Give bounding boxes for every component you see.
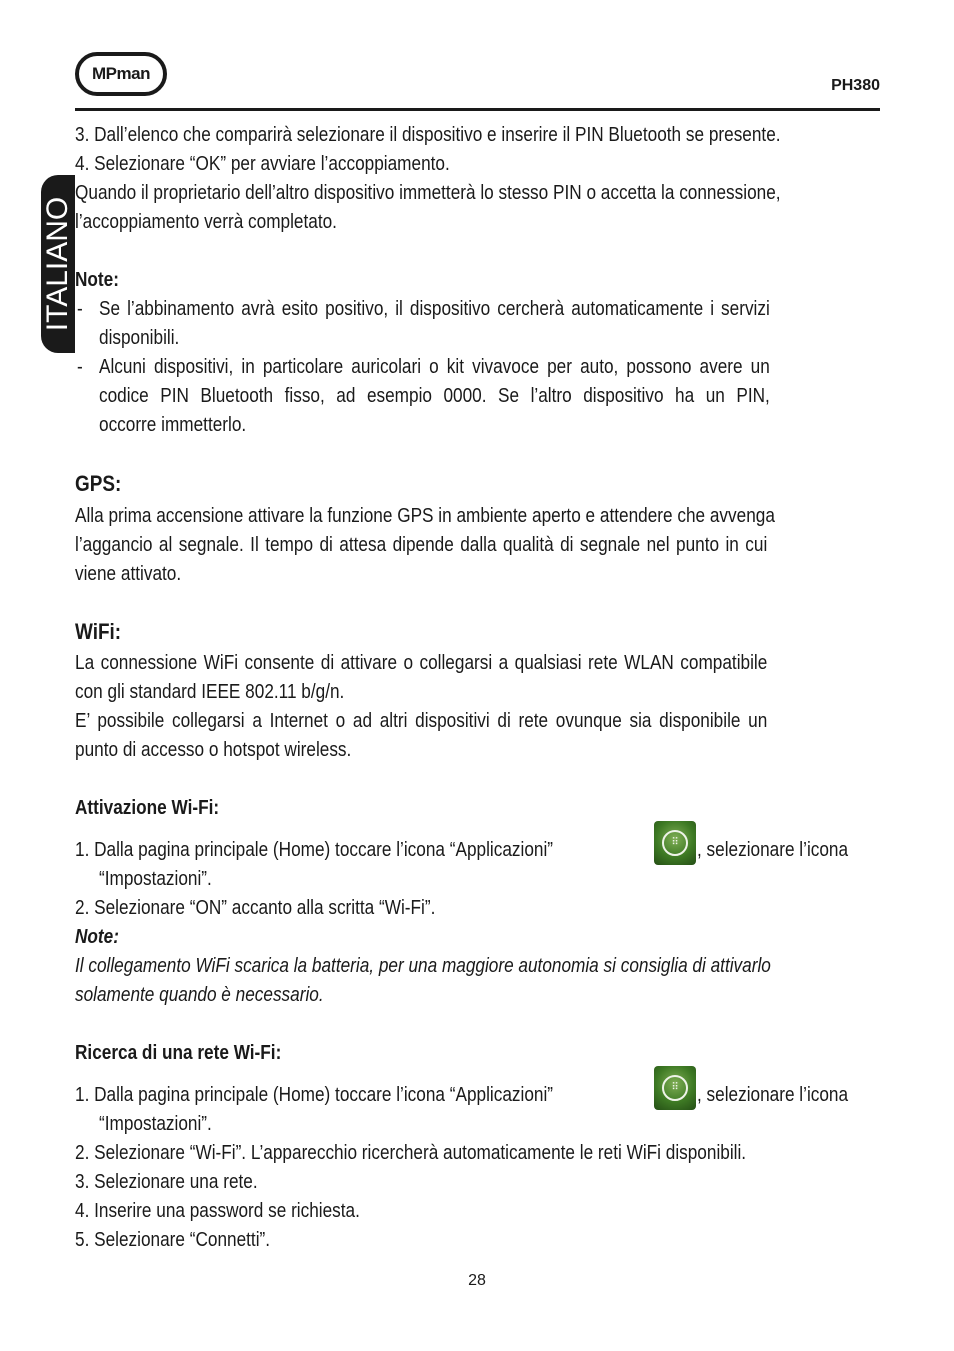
language-side-tab-label: ITALIANO xyxy=(41,196,74,332)
note-1-line-1: Se l’abbinamento avrà esito positivo, il dispositivo cercherà automaticamente i servizi xyxy=(99,298,770,320)
activation-note-line-1: Il collegamento WiFi scarica la batteria, per una maggiore autonomia si consiglia di attivarlo xyxy=(75,955,771,977)
gps-line-2: l’aggancio al segnale. Il tempo di attesa dipende dalla qualità di segnale nel punto in cui xyxy=(75,534,768,556)
activation-step-1-post: , selezionare l’icona xyxy=(697,839,849,861)
activation-note-heading: Note: xyxy=(75,926,119,948)
activation-step-1-line-2: “Impostazioni”. xyxy=(99,868,212,890)
note-2-line-3: occorre immetterlo. xyxy=(99,414,247,436)
search-step-5: 5. Selezionare “Connetti”. xyxy=(75,1229,271,1251)
wifi-heading: WiFi: xyxy=(75,619,122,644)
pairing-paragraph-line-1: Quando il proprietario dell’altro dispositivo immetterà lo stesso PIN o accetta la connessione, xyxy=(75,182,781,204)
wifi-line-3: E’ possibile collegarsi a Internet o ad altri dispositivi di rete ovunque sia disponibile un xyxy=(75,710,768,732)
search-step-1-post: , selezionare l’icona xyxy=(697,1084,849,1106)
search-step-1-line-2: “Impostazioni”. xyxy=(99,1113,212,1135)
apps-grid-icon: ⠿ xyxy=(654,821,696,865)
brand-logo xyxy=(75,52,167,96)
wifi-line-2: con gli standard IEEE 802.11 b/g/n. xyxy=(75,681,345,703)
pairing-paragraph-line-2: l’accoppiamento verrà completato. xyxy=(75,211,337,233)
notes-heading: Note: xyxy=(75,269,119,291)
activation-heading: Attivazione Wi-Fi: xyxy=(75,797,220,819)
apps-grid-icon: ⠿ xyxy=(654,1066,696,1110)
model-number: PH380 xyxy=(831,77,880,94)
gps-heading: GPS: xyxy=(75,471,122,496)
search-step-2: 2. Selezionare “Wi-Fi”. L’apparecchio ricercherà automaticamente le reti WiFi disponibili. xyxy=(75,1142,747,1164)
gps-line-1: Alla prima accensione attivare la funzione GPS in ambiente aperto e attendere che avvenga xyxy=(75,505,775,527)
activation-note-line-2: solamente quando è necessario. xyxy=(75,984,324,1006)
activation-step-2: 2. Selezionare “ON” accanto alla scritta “Wi-Fi”. xyxy=(75,897,436,919)
note-1-line-2: disponibili. xyxy=(99,327,180,349)
pairing-step-4: 4. Selezionare “OK” per avviare l’accoppiamento. xyxy=(75,153,450,175)
wifi-line-1: La connessione WiFi consente di attivare o collegarsi a qualsiasi rete WLAN compatibile xyxy=(75,652,768,674)
brand-logo-text: MPman xyxy=(92,64,150,83)
note-1-dash: - xyxy=(77,298,83,320)
search-heading: Ricerca di una rete Wi-Fi: xyxy=(75,1042,282,1064)
search-step-3: 3. Selezionare una rete. xyxy=(75,1171,258,1193)
activation-step-1-pre: 1. Dalla pagina principale (Home) toccare l’icona “Applicazioni” xyxy=(75,839,554,861)
note-2-dash: - xyxy=(77,356,83,378)
note-2-line-2: codice PIN Bluetooth fisso, ad esempio 0000. Se l’altro dispositivo ha un PIN, xyxy=(99,385,770,407)
search-step-4: 4. Inserire una password se richiesta. xyxy=(75,1200,360,1222)
search-step-1-pre: 1. Dalla pagina principale (Home) toccare l’icona “Applicazioni” xyxy=(75,1084,554,1106)
wifi-line-4: punto di accesso o hotspot wireless. xyxy=(75,739,352,761)
page-number: 28 xyxy=(468,1272,486,1289)
gps-line-3: viene attivato. xyxy=(75,563,182,585)
pairing-step-3: 3. Dall’elenco che comparirà selezionare il dispositivo e inserire il PIN Bluetooth se presente. xyxy=(75,124,781,146)
note-2-line-1: Alcuni dispositivi, in particolare auricolari o kit vivavoce per auto, possono avere un xyxy=(99,356,770,378)
header-divider xyxy=(75,108,880,111)
